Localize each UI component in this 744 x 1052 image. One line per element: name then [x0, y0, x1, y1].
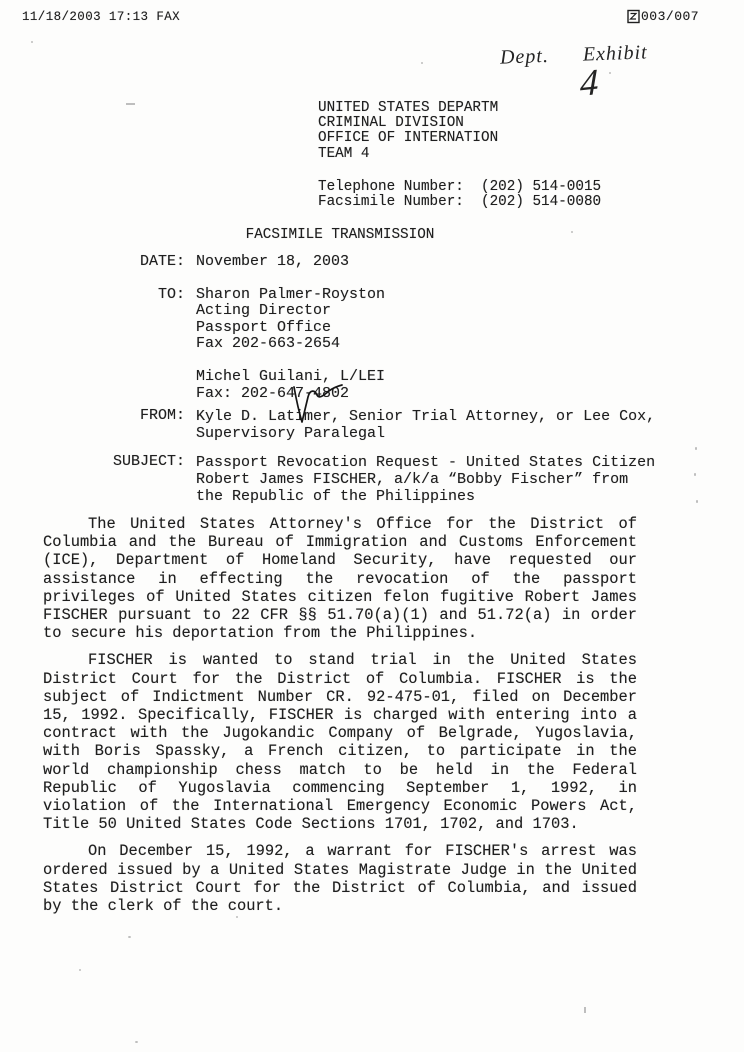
from-label: FROM: [139, 407, 185, 424]
recipient-line-blank [196, 353, 663, 370]
recipient-line: Michel Guilani, L/LEI [196, 368, 386, 385]
scan-noise-dot [79, 969, 81, 971]
date-value: November 18, 2003 [196, 253, 350, 270]
scan-noise-dot [31, 41, 33, 43]
recipient-line: Acting Director [196, 302, 332, 319]
fax-page-counter [627, 9, 699, 24]
handwritten-exhibit-word: Exhibit [582, 41, 648, 66]
letterhead-org-line: OFFICE OF INTERNATION [318, 130, 499, 147]
scan-noise-dot [571, 231, 573, 233]
subject-label: SUBJECT: [112, 453, 185, 470]
recipient-line: Passport Office [196, 318, 332, 336]
to-label: TO: [157, 285, 185, 303]
sender-line: Kyle D. Latimer, Senior Trial Attorney, or Lee Cox, [196, 408, 656, 425]
facsimile-row [318, 195, 601, 211]
letter-body [43, 515, 637, 924]
body-paragraph: On December 15, 1992, a warrant for FISCHER's arrest was ordered issued by a United States Magistrate Judge in the United States District Court for the District of Columbia, and issued by the clerk of the court. [43, 842, 637, 916]
document-title: FACSIMILE TRANSMISSION [245, 227, 435, 243]
document-icon [627, 9, 640, 24]
letterhead-org-line: TEAM 4 [318, 145, 370, 162]
scan-noise-dash [584, 1007, 586, 1013]
scan-noise-dot [421, 62, 423, 64]
date-label: DATE: [139, 253, 185, 270]
subject-line: Passport Revocation Request - United States Citizen [196, 454, 656, 471]
facsimile-number: (202) 514-0080 [481, 194, 602, 211]
checkmark-squiggle-icon [287, 384, 343, 433]
scan-noise-dot [135, 1041, 138, 1043]
subject-value [196, 454, 663, 505]
fax-page-number: 003/007 [641, 9, 700, 24]
scan-noise-dot [236, 916, 238, 918]
telephone-number: (202) 514-0015 [481, 178, 602, 195]
letterhead-phone-block [318, 180, 601, 211]
handwritten-exhibit-label [500, 41, 648, 69]
recipient-line: Sharon Palmer-Royston [196, 285, 386, 303]
subject-line: the Republic of the Philippines [196, 488, 476, 505]
to-value [196, 287, 663, 403]
sender-line: Supervisory Paralegal [196, 425, 386, 442]
handwritten-dept-word: Dept. [499, 44, 550, 69]
subject-line: Robert James FISCHER, a/k/a “Bobby Fischer” from [196, 471, 629, 488]
to-field [43, 287, 663, 403]
handwritten-exhibit-number: 4 [580, 61, 599, 106]
body-paragraph: The United States Attorney's Office for the District of Columbia and the Bureau of Immigration and Customs Enforcement (ICE), Department of Homeland Security, have requested our assistance in effecting the revocation of the passport privileges of United States citizen felon fugitive Robert James FISCHER pursuant to 22 CFR §§ 51.70(a)(1) and 51.72(a) in order to secure his deportation from the Philippines. [43, 515, 637, 643]
scan-noise-dot [694, 473, 696, 476]
date-field [43, 254, 663, 271]
from-value [196, 408, 663, 442]
scan-noise-dot [696, 500, 698, 503]
recipient-line: Fax 202-663-2654 [196, 335, 341, 352]
subject-field [43, 454, 663, 505]
body-paragraph: FISCHER is wanted to stand trial in the United States District Court for the District of Columbia. FISCHER is the subject of Indictment Number CR. 92-475-01, filed on December 15, 1992. Specifically, FISCHER is charged with entering into a contract with the Jugokandic Company of Belgrade, Yugoslavia, with Boris Spassky, a French citizen, to participate in the world championship chess match to be held in the Federal Republic of Yugoslavia commencing September 1, 1992, in violation of the International Emergency Economic Powers Act, Title 50 United States Code Sections 1701, 1702, and 1703. [43, 651, 637, 834]
letterhead [318, 101, 601, 211]
telephone-row [318, 180, 601, 196]
telephone-label: Telephone Number: [318, 178, 464, 195]
recipient-line: Fax: 202-647-4802 [196, 384, 350, 402]
facsimile-label: Facsimile Number: [318, 194, 464, 211]
scan-noise-dot [609, 72, 611, 74]
scan-noise-dot [128, 936, 131, 938]
fax-timestamp: 11/18/2003 17:13 FAX [22, 10, 181, 24]
transmission-fields [43, 254, 663, 505]
letterhead-org-line: UNITED STATES DEPARTM [318, 100, 499, 116]
from-field [43, 408, 663, 442]
scan-noise-dash [126, 103, 135, 105]
letterhead-org-line: CRIMINAL DIVISION [318, 115, 464, 132]
scan-noise-dot [695, 447, 697, 450]
